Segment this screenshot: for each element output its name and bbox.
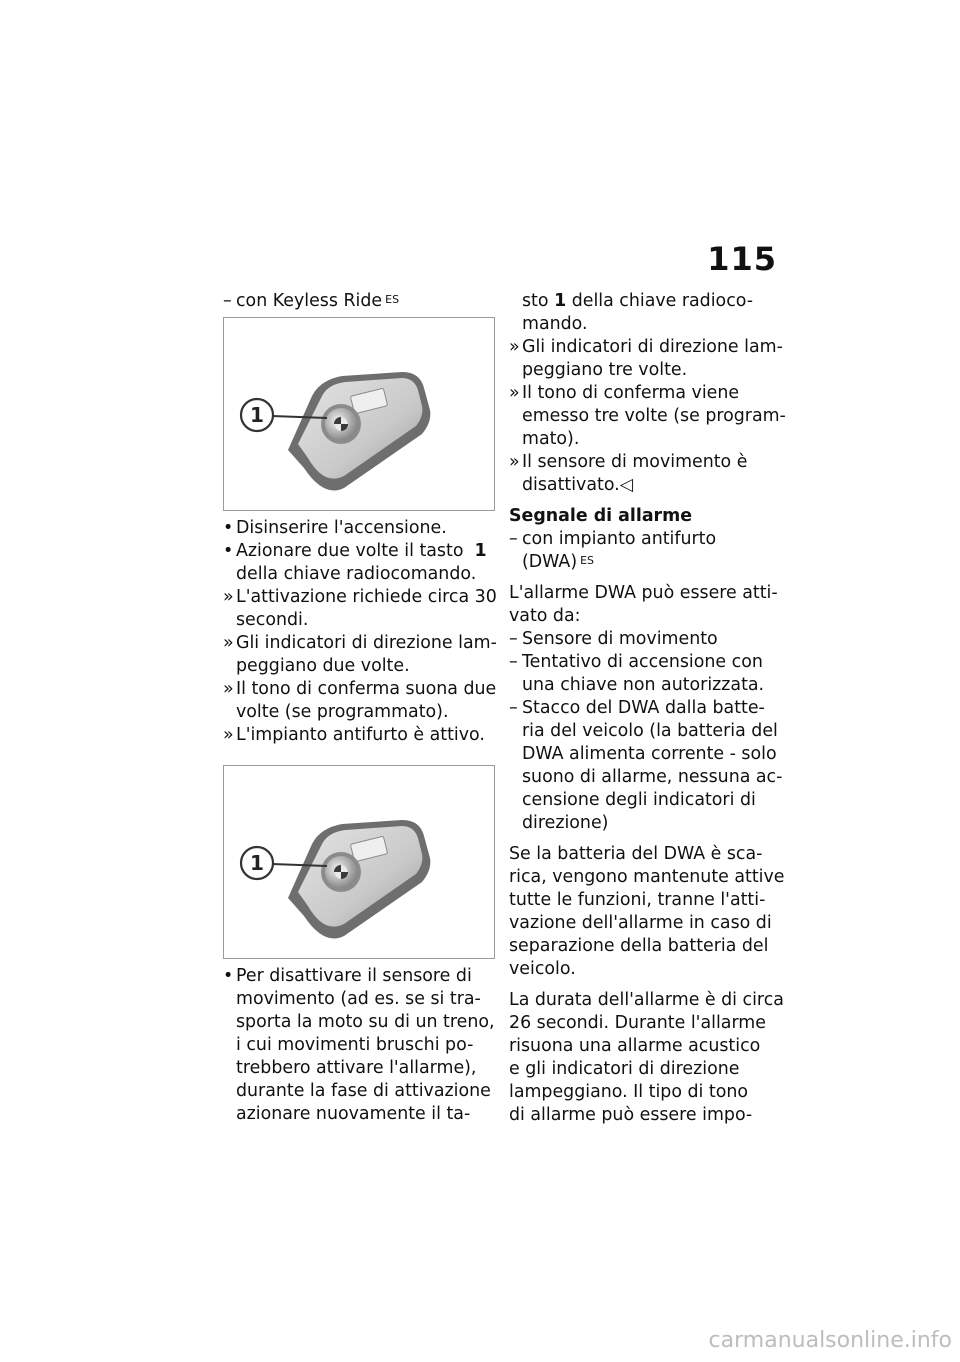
condition-anti-theft: – con impianto antifurto (DWA) $^{ES}$	[509, 529, 717, 572]
figure-remote-key-2	[223, 765, 495, 959]
trigger-motion-sensor: – Sensore di movimento	[509, 629, 718, 649]
left-column	[223, 290, 495, 1126]
result-alarm-active: » L'impianto antifurto è attivo.	[223, 725, 485, 745]
figure1-callout: 1	[250, 403, 264, 427]
paragraph-alarm-duration: La durata dell'allarme è di circa 26 secondi. Durante l'allarme risuona una allarme acustico e gli indicatori di direzione lampeggiano. Il tipo di tono di allarme può essere impo-	[509, 990, 784, 1125]
step-press-button: • Azionare due volte il tasto 1 della chiave radiocomando.	[223, 541, 487, 584]
trigger-unauthorized-key: – Tentativo di accensione con una chiave non autorizzata.	[509, 652, 765, 695]
section-heading: Segnale di allarme	[509, 506, 693, 526]
page-number: 115	[707, 240, 777, 278]
trigger-battery-disconnect: – Stacco del DWA dalla batte- ria del veicolo (la batteria del DWA alimenta corrente - solo suono di allarme, nessuna ac- censione degli indicatori di direzione)	[509, 698, 783, 833]
figure2-callout: 1	[250, 851, 264, 875]
result-activation-time: » L'attivazione richiede circa 30 secondi.	[223, 587, 497, 630]
superscript-es: ES	[580, 554, 595, 567]
paragraph-battery-discharged: Se la batteria del DWA è sca- rica, vengono mantenute attive tutte le funzioni, tranne l'atti- vazione dell'allarme in caso di separazione della batteria del veicolo.	[509, 844, 785, 979]
activation-steps	[223, 517, 495, 747]
watermark: carmanualsonline.info	[708, 1328, 952, 1353]
result-motion-sensor-off: » Il sensore di movimento è disattivato.◁	[509, 452, 748, 495]
result-indicators-flash: » Gli indicatori di direzione lam- peggiano due volte.	[223, 633, 497, 676]
step-disable-motion-sensor: • Per disattivare il sensore di movimento (ad es. se si tra- sporta la moto su di un treno, i cui movimenti bruschi po- trebbero attivare l'allarme), durante la fase di attivazione azionare nuovamente il ta-	[223, 966, 495, 1124]
result-confirmation-tone-three: » Il tono di conferma viene emesso tre volte (se program- mato).	[509, 383, 786, 449]
step-continuation: sto 1 della chiave radioco- mando.	[522, 291, 753, 334]
remote-key-illustration	[224, 766, 494, 958]
result-indicators-flash-three: » Gli indicatori di direzione lam- peggiano tre volte.	[509, 337, 783, 380]
figure-remote-key-1	[223, 317, 495, 511]
step-ignition-off: • Disinserire l'accensione.	[223, 518, 447, 538]
condition-keyless-ride: – con Keyless Ride $^{ES}$	[223, 291, 400, 311]
right-column	[509, 290, 786, 1127]
paragraph-alarm-triggers: L'allarme DWA può essere atti- vato da:	[509, 583, 778, 626]
superscript-es: ES	[385, 293, 400, 306]
remote-key-illustration	[224, 318, 494, 510]
result-confirmation-tone: » Il tono di conferma suona due volte (se programmato).	[223, 679, 497, 722]
